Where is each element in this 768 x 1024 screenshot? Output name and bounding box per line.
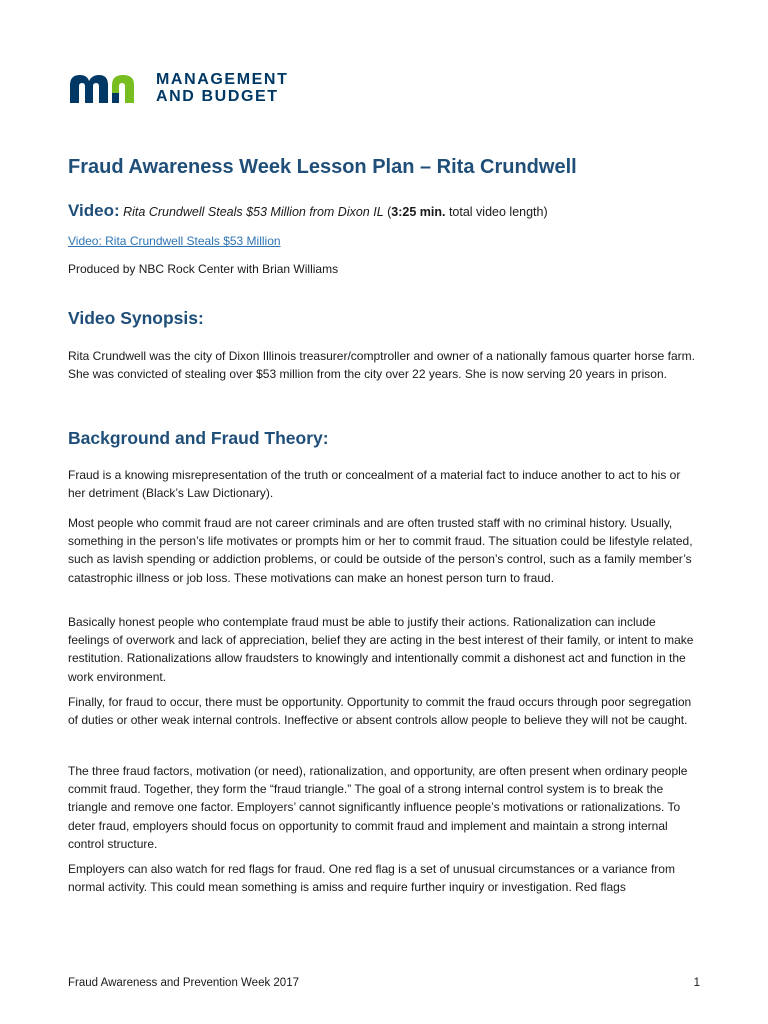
video-line [68,200,718,223]
video-link[interactable]: Video: Rita Crundwell Steals $53 Million [68,234,281,248]
produced-by: Produced by NBC Rock Center with Brian Williams [68,262,339,276]
footer-text: Fraud Awareness and Prevention Week 2017 [68,977,299,989]
video-length-rest: total video length) [445,205,548,219]
mmb-logo [68,70,288,106]
background-paragraph-6: Employers can also watch for red flags for fraud. One red flag is a set of unusual circumstances or a variance from normal activity. This could mean something is amiss and require further inquiry or investigation. Red flags [68,862,675,895]
video-title: Rita Crundwell Steals $53 Million from Dixon IL [123,205,384,219]
video-length-open: ( [383,205,392,219]
background-paragraph-3: Basically honest people who contemplate fraud must be able to justify their actions. Rationalization can include feelings of overwork and lack of appreciation, belief they are acting in the best interest of their family, or intent to make restitution. Rationalizations allow fraudsters to knowingly and intentionally commit a dishonest act and function in the work environment. [68,615,694,684]
logo-line-2: AND BUDGET [156,88,279,105]
background-paragraph-4: Finally, for fraud to occur, there must be opportunity. Opportunity to commit the fraud occurs through poor segregation of duties or other weak internal controls. Ineffective or absent controls allow people to believe they will not be caught. [68,695,692,728]
background-heading: Background and Fraud Theory: [68,428,329,448]
background-paragraph-1: Fraud is a knowing misrepresentation of the truth or concealment of a material fact to induce another to act to his or her detriment (Black’s Law Dictionary). [68,468,681,501]
synopsis-heading: Video Synopsis: [68,308,204,328]
background-paragraph-5: The three fraud factors, motivation (or need), rationalization, and opportunity, are often present when ordinary people commit fraud. Together, they form the “fraud triangle.” The goal of a strong internal control system is to break the triangle and remove one factor. Employers’ cannot significantly influence people’s motivations or rationalizations. To deter fraud, employers should focus on opportunity to commit fraud and implement and maintain a strong internal control structure. [68,764,688,851]
synopsis-text: Rita Crundwell was the city of Dixon Illinois treasurer/comptroller and owner of a nationally famous quarter horse farm. She was convicted of stealing over $53 million from the city over 22 years. She is now serving 20 years in prison. [68,349,695,382]
video-label: Video: [68,201,120,220]
mn-logo-mark-icon [68,71,148,105]
background-paragraph-2: Most people who commit fraud are not career criminals and are often trusted staff with no criminal history. Usually, something in the person’s life motivates or prompts him or her to commit fraud. The situation could be lifestyle related, such as lavish spending or addiction problems, or could be outside of the person’s control, such as a family member’s catastrophic illness or job loss. These motivations can make an honest person turn to fraud. [68,516,693,585]
page-number: 1 [693,977,700,989]
logo-line-1: MANAGEMENT [156,71,289,88]
document-title: Fraud Awareness Week Lesson Plan – Rita Crundwell [68,156,577,178]
video-length: 3:25 min. [391,205,446,219]
